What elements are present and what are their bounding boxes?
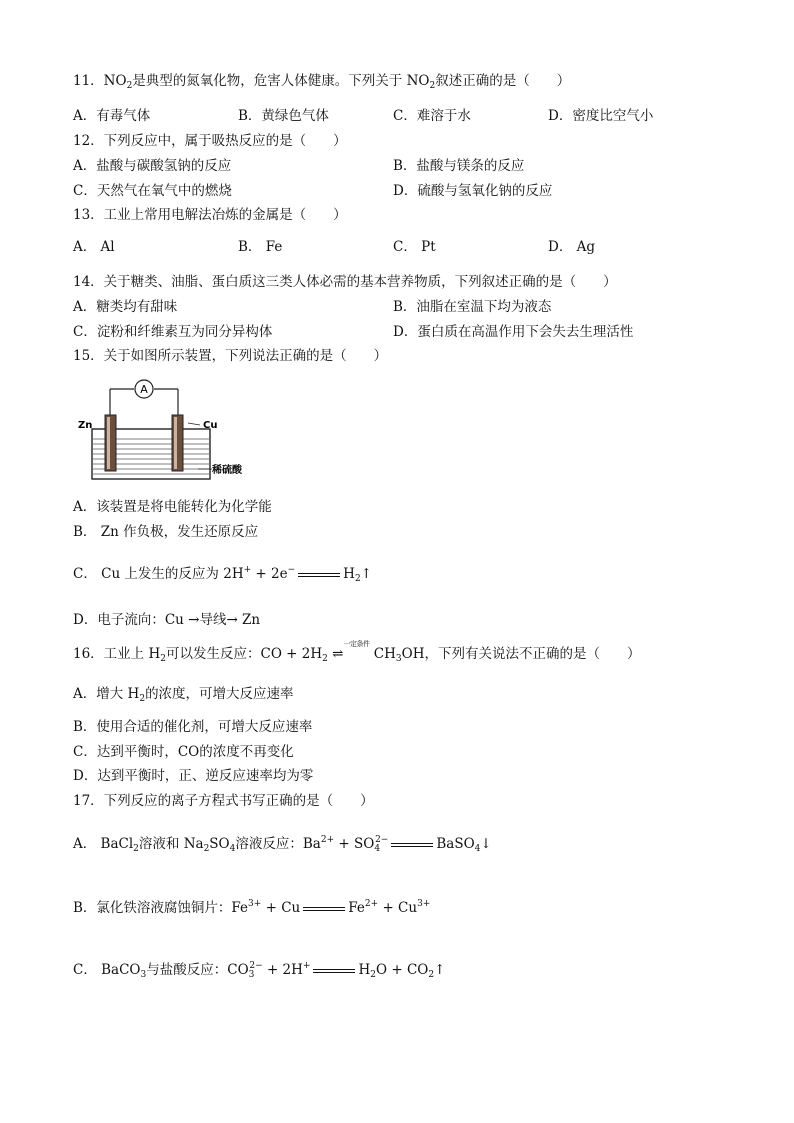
q13-option-a: A． Al — [73, 239, 115, 255]
q15-option-b: B． Zn 作负极，发生还原反应 — [73, 524, 259, 540]
q13-option-c: C． Pt — [393, 239, 436, 255]
q16-option-d: D．达到平衡时，正、逆反应速率均为零 — [73, 768, 314, 784]
precipitate-arrow-icon: ↓ — [480, 836, 492, 852]
q17-option-b: B．氯化铁溶液腐蚀铜片：$Fe^{3+} + Cu$ $Fe^{2+} + Cu^{3+}$ — [73, 899, 431, 916]
equals-arrow-icon — [313, 969, 355, 973]
cu-electrode — [172, 415, 183, 471]
galvanic-cell-figure — [70, 375, 250, 487]
q15-option-a: A．该装置是将电能转化为化学能 — [73, 499, 272, 515]
q15-option-d: D．电子流向：Cu →导线→ Zn — [73, 612, 261, 628]
q16-option-b: B．使用合适的催化剂，可增大反应速率 — [73, 719, 313, 735]
q14-option-c: C．淀粉和纤维素互为同分异构体 — [73, 324, 273, 340]
solution-label: 稀硫酸 — [212, 465, 242, 476]
equals-arrow-icon — [391, 843, 433, 847]
q14-option-b: B．油脂在室温下均为液态 — [393, 299, 552, 315]
question-13-stem: 13．工业上常用电解法冶炼的金属是（ ） — [73, 207, 347, 223]
question-11-stem: 11．$NO_2$是典型的氮氧化物，危害人体健康。下列关于 $NO_2$叙述正确的是（ ） — [73, 73, 571, 91]
reversible-arrow-icon: ⇌ — [332, 646, 344, 662]
question-17-stem: 17．下列反应的离子方程式书写正确的是（ ） — [73, 793, 374, 809]
question-12-stem: 12．下列反应中，属于吸热反应的是（ ） — [73, 133, 347, 149]
q16-option-a: A．增大 $H_2$的浓度，可增大反应速率 — [73, 686, 294, 704]
gas-up-arrow-icon: ↑ — [434, 962, 446, 978]
equals-arrow-icon — [298, 573, 340, 577]
ammeter-label: A — [140, 383, 148, 396]
question-15-stem: 15．关于如图所示装置，下列说法正确的是（ ） — [73, 348, 388, 364]
question-14-stem: 14．关于糖类、油脂、蛋白质这三类人体必需的基本营养物质，下列叙述正确的是（ ） — [73, 274, 617, 290]
equals-arrow-icon — [303, 907, 345, 911]
q16-option-c: C．达到平衡时，CO的浓度不再变化 — [73, 744, 294, 760]
q11-option-c: C．难溶于水 — [393, 108, 471, 124]
q11-option-b: B．黄绿色气体 — [238, 108, 329, 124]
gas-up-arrow-icon: ↑ — [360, 566, 372, 582]
q13-option-b: B． Fe — [238, 239, 283, 255]
q17-option-c: C． BaCO$_3$与盐酸反应：$CO_3^{2-} + 2H^+$ $H_2O$ + $CO_2↑$ — [73, 961, 446, 980]
zn-electrode — [105, 415, 116, 471]
q14-option-d: D．蛋白质在高温作用下会失去生理活性 — [393, 324, 634, 340]
cu-label: Cu — [203, 420, 218, 431]
q15-option-c: C． Cu 上发生的反应为 2H+ + 2e− $H_2↑$ — [73, 565, 372, 584]
q12-option-c: C．天然气在氧气中的燃烧 — [73, 183, 232, 199]
zn-label: Zn — [78, 420, 93, 431]
q17-option-a: A． BaCl$_2$溶液和 $Na_2SO_4$溶液反应：$Ba^{2+} + SO_4^{2-}$ BaSO$_4$↓ — [73, 835, 492, 854]
q12-option-b: B．盐酸与镁条的反应 — [393, 158, 525, 174]
q12-option-d: D．硫酸与氢氧化钠的反应 — [393, 183, 553, 199]
q13-option-d: D． Ag — [548, 239, 596, 255]
q11-option-d: D．密度比空气小 — [548, 108, 654, 124]
q14-option-a: A．糖类均有甜味 — [73, 299, 178, 315]
q11-option-a: A．有毒气体 — [73, 108, 151, 124]
q12-option-a: A．盐酸与碳酸氢钠的反应 — [73, 158, 232, 174]
question-16-stem: 16．工业上 $H_2$可以发生反应：CO + $2H_2$ ⇌$^{一定条件}$ $CH_3OH$，下列有关说法不正确的是（ ） — [73, 640, 641, 664]
